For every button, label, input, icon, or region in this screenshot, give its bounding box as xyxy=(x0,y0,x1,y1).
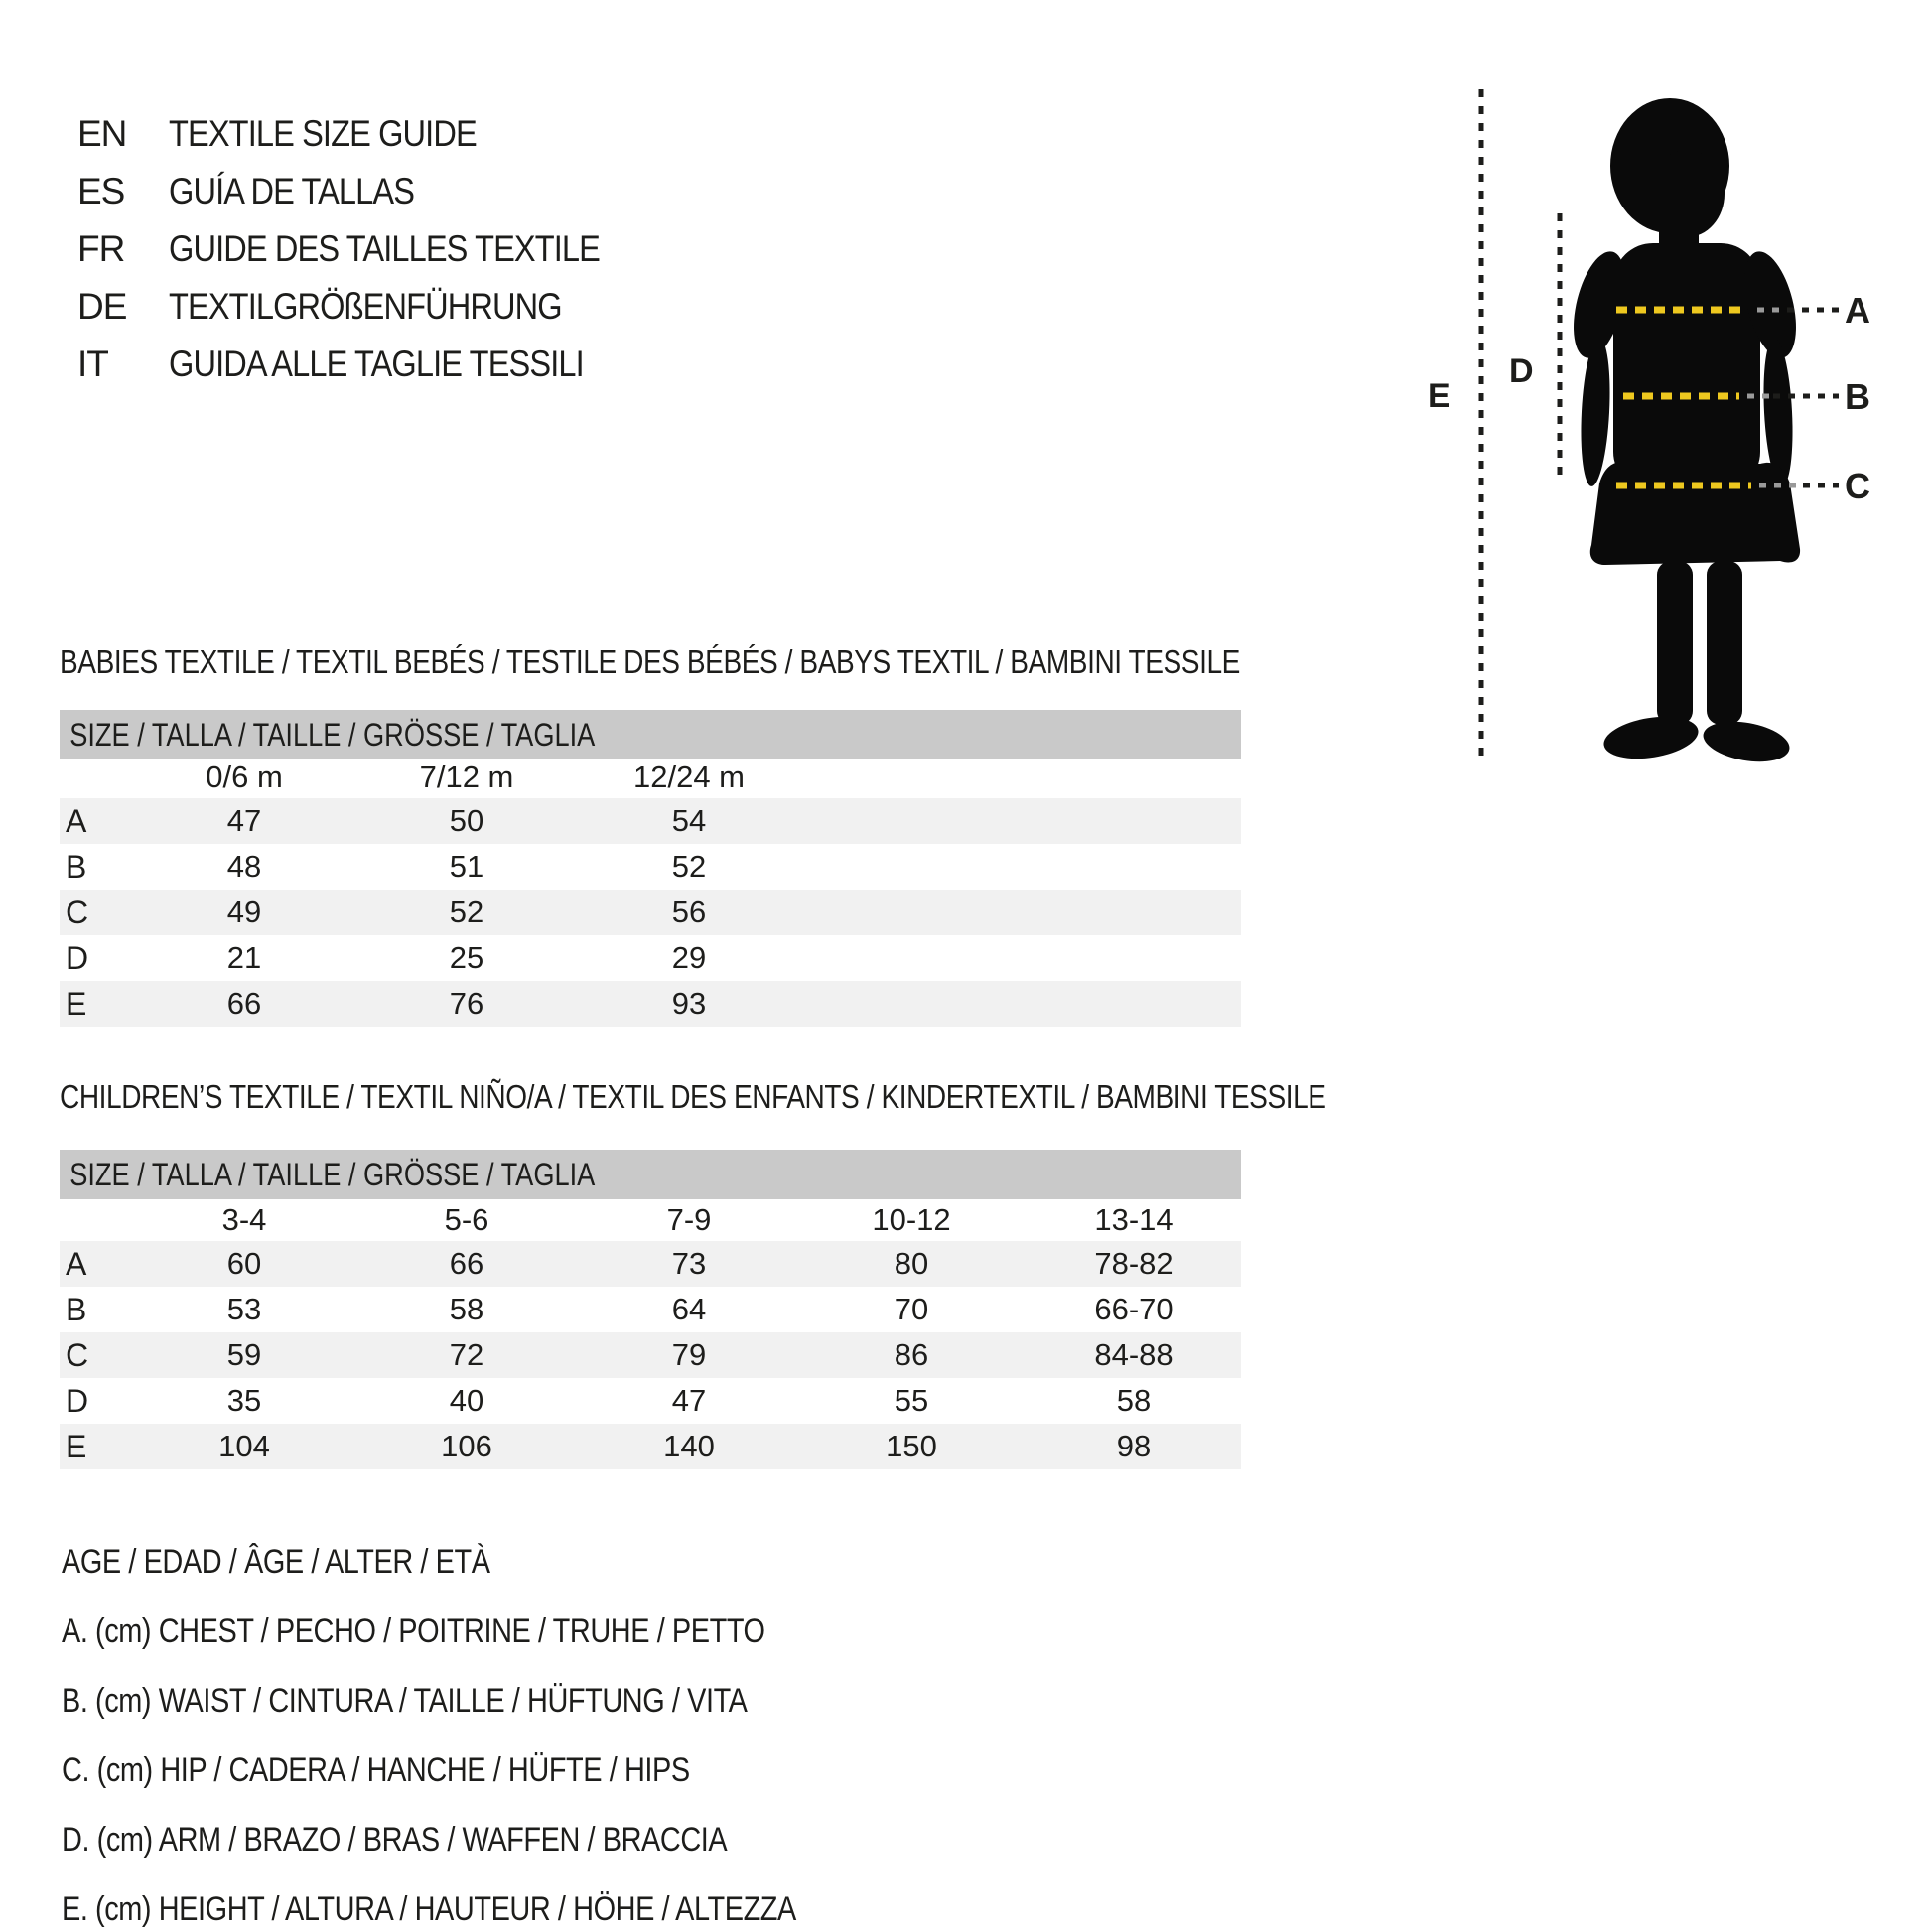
table-cell: 93 xyxy=(671,986,707,1021)
language-code: IT xyxy=(77,344,108,384)
language-code: ES xyxy=(77,171,125,211)
measure-row-label: D xyxy=(66,939,89,976)
measure-row-label: E xyxy=(66,985,87,1022)
legend-line xyxy=(62,1527,925,1596)
column-header: 3-4 xyxy=(221,1202,267,1237)
legend-line xyxy=(62,1735,925,1805)
legend-line-text: AGE / EDAD / ÂGE / ALTER / ETÀ xyxy=(62,1542,490,1581)
children-size-header-text: SIZE / TALLA / TAILLE / GRÖSSE / TAGLIA xyxy=(69,1156,596,1192)
children-size-table xyxy=(60,1199,1241,1469)
table-cell: 58 xyxy=(1116,1383,1152,1418)
table-cell: 106 xyxy=(441,1429,492,1463)
child-silhouette xyxy=(1564,98,1805,767)
measurement-legend xyxy=(62,1527,925,1932)
language-title: GUIDE DES TAILLES TEXTILE xyxy=(169,228,601,269)
table-cell: 79 xyxy=(671,1337,707,1372)
table-cell: 55 xyxy=(894,1383,929,1418)
table-cell: 86 xyxy=(894,1337,929,1372)
table-cell: 56 xyxy=(671,895,707,929)
table-row xyxy=(60,798,1241,844)
column-header-row xyxy=(60,1199,1241,1241)
table-cell: 66 xyxy=(449,1246,484,1281)
measure-row-label: D xyxy=(66,1382,89,1419)
legend-line xyxy=(62,1596,925,1666)
table-cell: 66-70 xyxy=(1094,1292,1173,1326)
table-row xyxy=(60,1241,1241,1287)
table-cell: 140 xyxy=(663,1429,715,1463)
table-cell: 70 xyxy=(894,1292,929,1326)
measure-row-label: E xyxy=(66,1428,87,1464)
table-cell: 64 xyxy=(671,1292,707,1326)
table-cell: 29 xyxy=(671,940,707,975)
table-cell: 80 xyxy=(894,1246,929,1281)
measure-row-label: A xyxy=(66,802,87,839)
babies-size-table xyxy=(60,757,1241,1027)
language-row xyxy=(77,163,658,220)
silhouette-torso xyxy=(1613,243,1760,491)
column-header: 5-6 xyxy=(444,1202,489,1237)
language-code: FR xyxy=(77,228,125,269)
table-cell: 66 xyxy=(226,986,262,1021)
babies-section-title: BABIES TEXTILE / TEXTIL BEBÉS / TESTILE DES BÉBÉS / BABYS TEXTIL / BAMBINI TESSILE xyxy=(60,643,1240,680)
table-row xyxy=(60,981,1241,1027)
table-cell: 54 xyxy=(671,803,707,838)
column-header: 7-9 xyxy=(666,1202,712,1237)
table-cell: 47 xyxy=(671,1383,707,1418)
table-cell: 84-88 xyxy=(1094,1337,1173,1372)
table-cell: 50 xyxy=(449,803,484,838)
silhouette-shorts xyxy=(1590,463,1800,565)
table-cell: 58 xyxy=(449,1292,484,1326)
table-cell: 73 xyxy=(671,1246,707,1281)
table-cell: 150 xyxy=(886,1429,937,1463)
children-size-header-bar xyxy=(60,1150,1241,1199)
table-cell: 52 xyxy=(671,849,707,884)
table-cell: 40 xyxy=(449,1383,484,1418)
table-cell: 35 xyxy=(226,1383,262,1418)
legend-line-text: B. (cm) WAIST / CINTURA / TAILLE / HÜFTUNG / VITA xyxy=(62,1681,748,1720)
column-header: 10-12 xyxy=(872,1202,951,1237)
table-row xyxy=(60,1378,1241,1424)
table-cell: 98 xyxy=(1116,1429,1152,1463)
language-code: DE xyxy=(77,286,127,327)
legend-line-text: E. (cm) HEIGHT / ALTURA / HAUTEUR / HÖHE / ALTEZZA xyxy=(62,1889,796,1928)
measure-row-label: C xyxy=(66,894,89,930)
table-cell: 21 xyxy=(226,940,262,975)
measure-row-label: C xyxy=(66,1336,89,1373)
legend-line xyxy=(62,1805,925,1874)
label-e: E xyxy=(1428,377,1450,415)
table-row xyxy=(60,890,1241,935)
measure-row-label: B xyxy=(66,1291,87,1327)
label-b: B xyxy=(1845,376,1870,417)
language-title: TEXTILE SIZE GUIDE xyxy=(169,113,477,154)
table-row xyxy=(60,1287,1241,1332)
legend-line-text: D. (cm) ARM / BRAZO / BRAS / WAFFEN / BRACCIA xyxy=(62,1820,728,1859)
label-c: C xyxy=(1845,466,1870,506)
legend-line xyxy=(62,1874,925,1932)
column-header: 13-14 xyxy=(1094,1202,1173,1237)
column-header: 12/24 m xyxy=(632,759,745,794)
table-cell: 52 xyxy=(449,895,484,929)
table-cell: 48 xyxy=(226,849,262,884)
label-a: A xyxy=(1845,290,1870,331)
measure-row-label: A xyxy=(66,1245,87,1282)
table-cell: 72 xyxy=(449,1337,484,1372)
babies-size-header-text: SIZE / TALLA / TAILLE / GRÖSSE / TAGLIA xyxy=(69,716,596,753)
language-row xyxy=(77,336,658,393)
column-header: 7/12 m xyxy=(419,759,514,794)
table-cell: 53 xyxy=(226,1292,262,1326)
child-measurement-figure xyxy=(1390,60,1932,794)
legend-line-text: C. (cm) HIP / CADERA / HANCHE / HÜFTE / HIPS xyxy=(62,1750,690,1789)
table-cell: 76 xyxy=(449,986,484,1021)
language-code: EN xyxy=(77,113,127,154)
table-row xyxy=(60,1332,1241,1378)
table-cell: 104 xyxy=(218,1429,270,1463)
children-section-title: CHILDREN’S TEXTILE / TEXTIL NIÑO/A / TEXTIL DES ENFANTS / KINDERTEXTIL / BAMBINI TESSILE xyxy=(60,1078,1326,1115)
language-title: TEXTILGRÖßENFÜHRUNG xyxy=(169,286,562,327)
language-row xyxy=(77,278,658,336)
language-header xyxy=(77,105,658,393)
table-row xyxy=(60,1424,1241,1469)
language-title: GUÍA DE TALLAS xyxy=(169,171,415,211)
table-cell: 47 xyxy=(226,803,262,838)
column-header: 0/6 m xyxy=(206,759,283,794)
table-cell: 60 xyxy=(226,1246,262,1281)
table-cell: 59 xyxy=(226,1337,262,1372)
measure-row-label: B xyxy=(66,848,87,885)
column-header-row xyxy=(60,757,1241,798)
table-cell: 51 xyxy=(449,849,484,884)
table-cell: 78-82 xyxy=(1094,1246,1173,1281)
legend-line xyxy=(62,1666,925,1735)
table-cell: 25 xyxy=(449,940,484,975)
table-row xyxy=(60,844,1241,890)
babies-size-header-bar xyxy=(60,710,1241,759)
language-row xyxy=(77,105,658,163)
label-d: D xyxy=(1509,352,1534,390)
table-row xyxy=(60,935,1241,981)
legend-line-text: A. (cm) CHEST / PECHO / POITRINE / TRUHE / PETTO xyxy=(62,1611,765,1650)
language-row xyxy=(77,220,658,278)
table-cell: 49 xyxy=(226,895,262,929)
language-title: GUIDA ALLE TAGLIE TESSILI xyxy=(169,344,584,384)
